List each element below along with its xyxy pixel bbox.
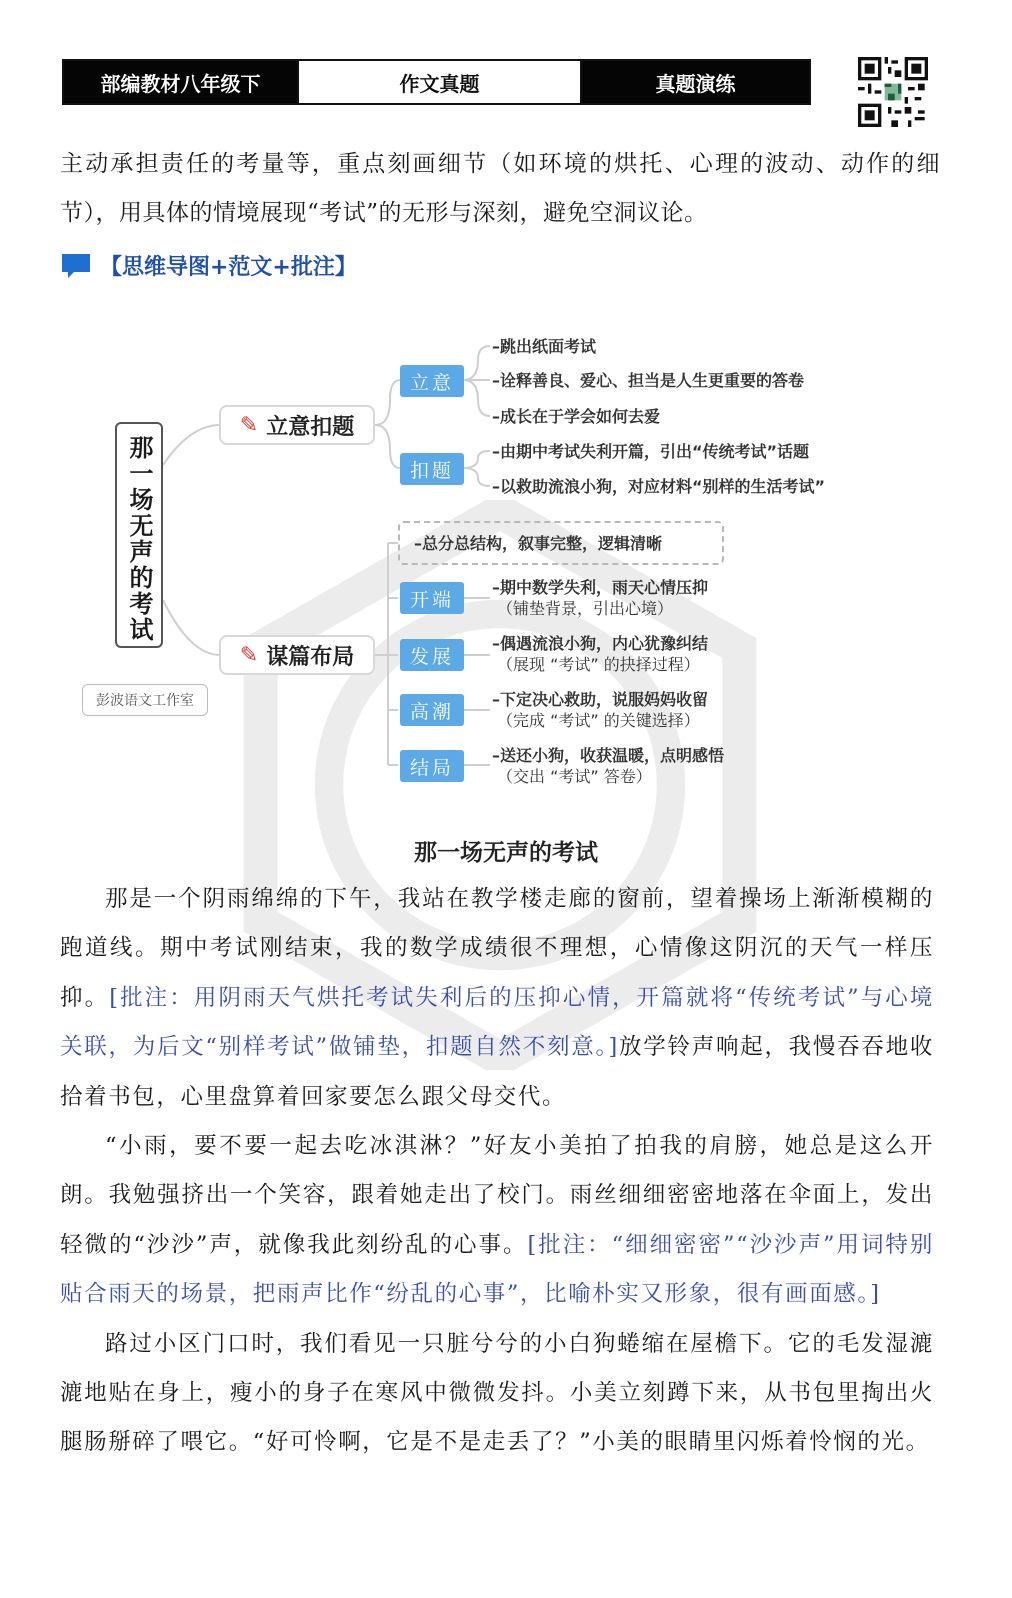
stage-note: （完成 “考试” 的关键选择） [497, 711, 700, 730]
topic-item: –由期中考试失利开篇，引出“传统考试”话题 [492, 442, 810, 461]
tag-stage: 结局 [400, 750, 464, 782]
branch-structure [219, 635, 375, 675]
tag-stage: 发展 [400, 639, 464, 671]
intro-paragraph: 主动承担责任的考量等，重点刻画细节（如环境的烘托、心理的波动、动作的细节），用具体的情境展现“考试”的无形与深刻，避免空洞议论。 [60, 151, 940, 226]
paragraph-text: 放学铃声响起，我慢吞吞地收拾着书包，心里盘算着回家要怎么跟父母交代。 [60, 1034, 934, 1110]
studio-label: 彭波语文工作室 [82, 684, 208, 716]
mind-map-root: 那一场无声的考试 [115, 422, 163, 648]
stage-note: （交出 “考试” 答卷） [497, 767, 652, 786]
header-practice: 真题演练 [582, 61, 809, 103]
annotation: [批注：“细细密密”“沙沙声”用词特别贴合雨天的场景，把雨声比作“纷乱的心事”，比喻朴实又形象，很有画面感。] [60, 1231, 934, 1308]
paragraph-text: 那是一个阴雨绵绵的下午，我站在教学楼走廊的窗前，望着操场上渐渐模糊的跑道线。期中考试刚结束，我的数学成绩很不理想，心情像这阴沉的天气一样压抑。 [60, 886, 934, 1011]
header-grade: 部编教材八年级下 [64, 61, 297, 103]
theme-item: –诠释善良、爱心、担当是人生更重要的答卷 [492, 371, 805, 390]
branch-structure-label: 谋篇布局 [266, 644, 355, 670]
theme-item: –跳出纸面考试 [492, 337, 597, 356]
section-heading [60, 250, 357, 281]
stage-note: （铺垫背景，引出心境） [497, 599, 674, 618]
paragraph-text: 路过小区门口时，我们看见一只脏兮兮的小白狗蜷缩在屋檐下。它的毛发湿漉漉地贴在身上，瘦小的身子在寒风中微微发抖。小美立刻蹲下来，从书包里掏出火腿肠掰碎了喂它。“好可怜啊，它是不是走丢了？”小美的眼睛里闪烁着怜悯的光。 [60, 1330, 934, 1456]
qr-code-icon [858, 57, 928, 127]
branch-theme [219, 405, 375, 445]
branch-theme-label: 立意扣题 [266, 414, 355, 440]
structure-summary-text: –总分总结构，叙事完整，逻辑清晰 [414, 533, 663, 553]
theme-item: –成长在于学会如何去爱 [492, 407, 661, 426]
tag-stage: 开端 [400, 582, 464, 614]
stage-note: （展现 “考试” 的抉择过程） [497, 655, 700, 674]
topic-item: –以救助流浪小狗，对应材料“别样的生活考试” [492, 477, 826, 496]
essay-paragraph [60, 875, 934, 1122]
chat-bubble-icon [60, 252, 94, 280]
header-bar [62, 59, 811, 105]
tag-topic: 扣题 [400, 453, 464, 485]
essay-paragraph [60, 1320, 934, 1468]
mind-map [0, 300, 1012, 820]
essay-title: 那一场无声的考试 [414, 840, 598, 866]
structure-summary [398, 521, 724, 565]
section-title: 【思维导图+范文+批注】 [100, 255, 357, 280]
stage-line: –期中数学失利，雨天心情压抑 [492, 578, 709, 597]
stage-line: –送还小狗，收获温暖，点明感悟 [492, 746, 725, 765]
pencil-icon: ✎ [239, 642, 259, 668]
tag-stage: 高潮 [400, 694, 464, 726]
pencil-icon: ✎ [239, 412, 259, 438]
essay-paragraph [60, 1122, 934, 1320]
stage-line: –偶遇流浪小狗，内心犹豫纠结 [492, 634, 709, 653]
tag-theme: 立意 [400, 365, 464, 397]
essay-body [60, 875, 934, 1468]
stage-line: –下定决心救助，说服妈妈收留 [492, 690, 709, 709]
header-title: 作文真题 [297, 61, 582, 103]
annotation: [批注：用阴雨天气烘托考试失利后的压抑心情，开篇就将“传统考试”与心境关联，为后文“别样考试”做铺垫，扣题自然不刻意。] [60, 984, 934, 1061]
paragraph-text: “小雨，要不要一起去吃冰淇淋？”好友小美拍了拍我的肩膀，她总是这么开朗。我勉强挤出一个笑容，跟着她走出了校门。雨丝细细密密地落在伞面上，发出轻微的“沙沙”声，就像我此刻纷乱的心事。 [60, 1133, 934, 1258]
